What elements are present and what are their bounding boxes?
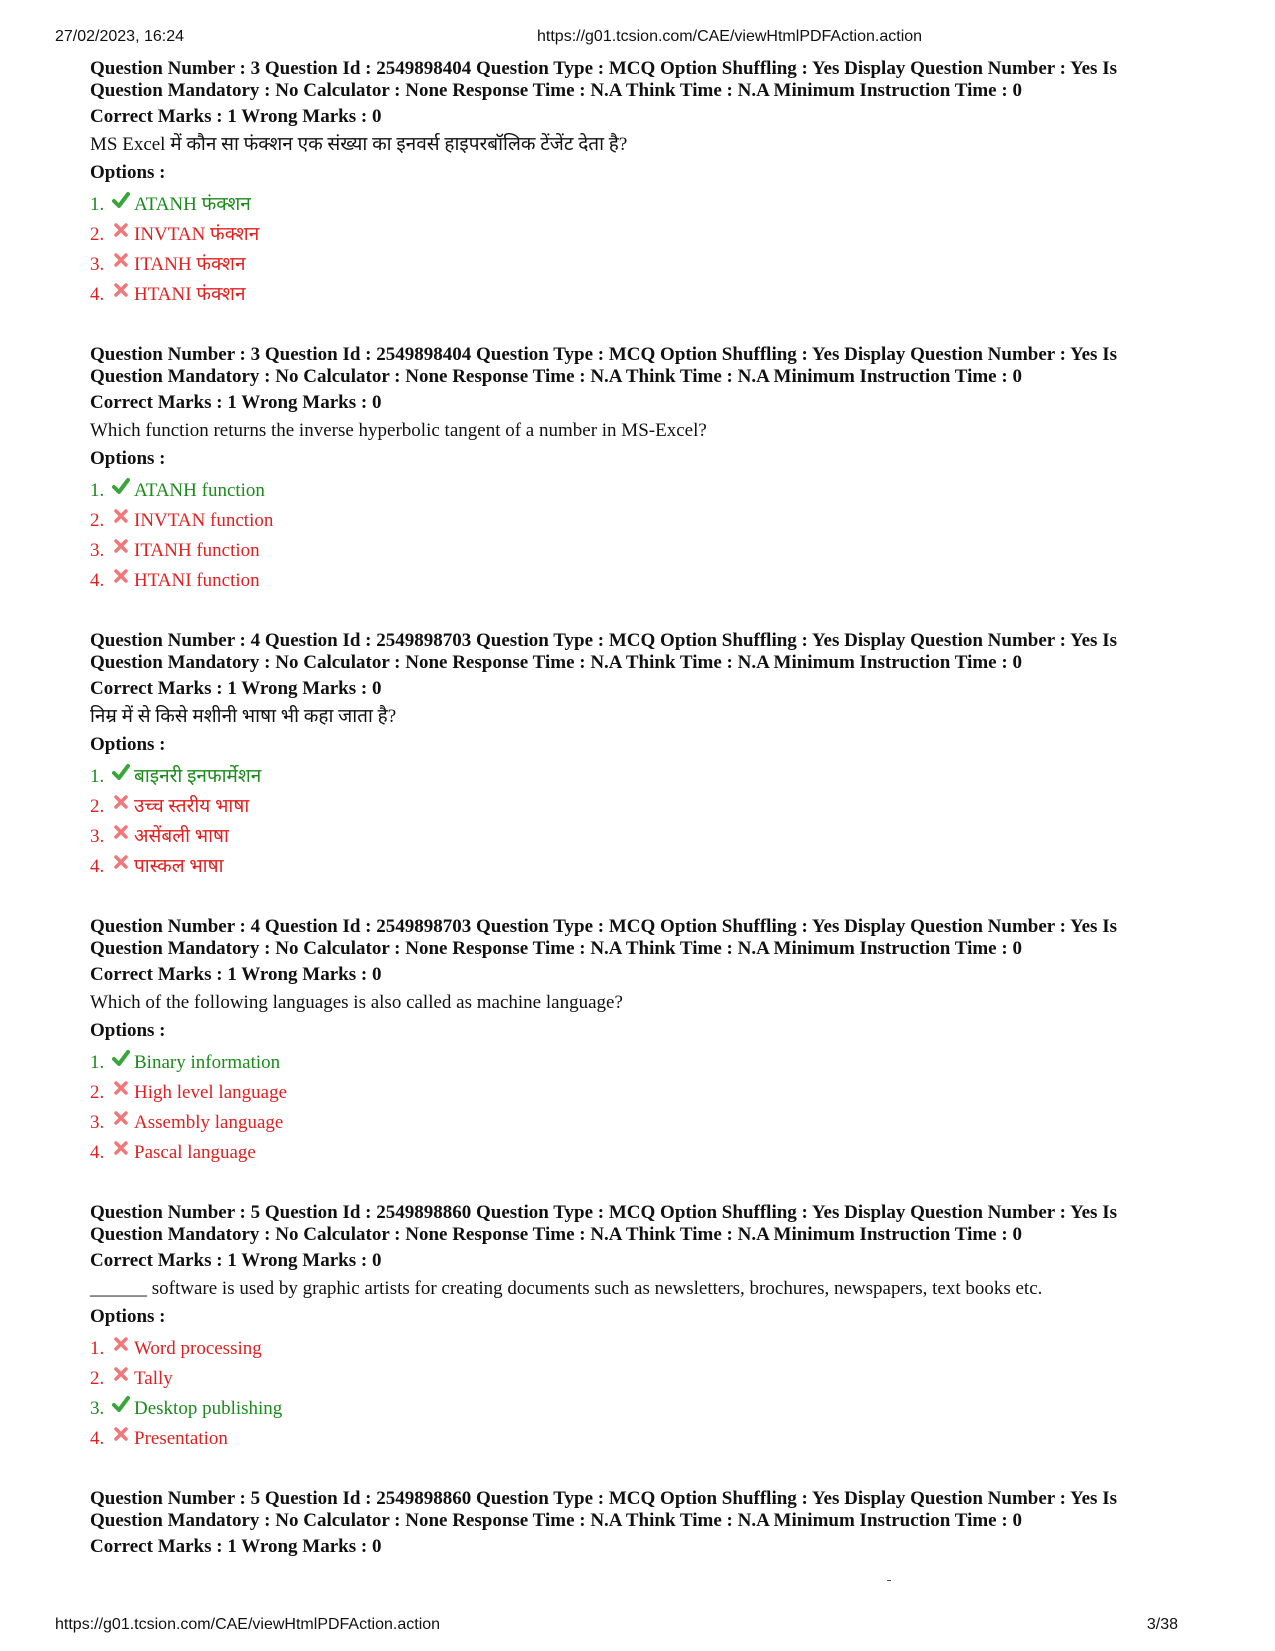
- option-text: ATANH फंक्शन: [134, 194, 251, 215]
- option-text: Binary information: [134, 1052, 281, 1073]
- question-block: [90, 630, 1200, 882]
- option-text: उच्च स्तरीय भाषा: [134, 796, 250, 817]
- option-number: 4.: [90, 284, 105, 305]
- question-meta-line-2: Question Mandatory : No Calculator : None Response Time : N.A Think Time : N.A Minimum Instruction Time : 0: [90, 1510, 1022, 1531]
- question-block: [90, 916, 1200, 1168]
- option-item: [90, 190, 1200, 220]
- question-marks: Correct Marks : 1 Wrong Marks : 0: [90, 964, 382, 985]
- question-text: ______ software is used by graphic artists for creating documents such as newsletters, brochures, newspapers, text books etc.: [90, 1278, 1043, 1299]
- option-text: असेंबली भाषा: [134, 826, 229, 847]
- option-text: HTANI function: [134, 570, 260, 591]
- cross-icon: [112, 1109, 130, 1127]
- cross-icon: [112, 1365, 130, 1383]
- option-item: [90, 1048, 1200, 1078]
- question-meta-line-2: Question Mandatory : No Calculator : None Response Time : N.A Think Time : N.A Minimum Instruction Time : 0: [90, 80, 1022, 101]
- question-marks: Correct Marks : 1 Wrong Marks : 0: [90, 392, 382, 413]
- question-meta-line-1: Question Number : 3 Question Id : 2549898404 Question Type : MCQ Option Shuffling : Yes Display Question Number : Yes Is: [90, 58, 1117, 79]
- option-number: 2.: [90, 224, 105, 245]
- option-text: Presentation: [134, 1428, 228, 1449]
- option-text: HTANI फंक्शन: [134, 284, 246, 305]
- option-text: Tally: [134, 1368, 173, 1389]
- cross-icon: [112, 1079, 130, 1097]
- question-text: Which function returns the inverse hyperbolic tangent of a number in MS-Excel?: [90, 420, 707, 441]
- cross-icon: [112, 507, 130, 525]
- option-number: 3.: [90, 1398, 105, 1419]
- check-icon: [112, 1049, 130, 1067]
- page-number: 3/38: [1146, 1616, 1178, 1633]
- option-item: [90, 1078, 1200, 1108]
- option-item: [90, 1394, 1200, 1424]
- option-text: ITANH फंक्शन: [134, 254, 246, 275]
- options-list: [90, 476, 1200, 596]
- question-text: MS Excel में कौन सा फंक्शन एक संख्या का इनवर्स हाइपरबॉलिक टेंजेंट देता है?: [90, 134, 628, 155]
- question-marks: Correct Marks : 1 Wrong Marks : 0: [90, 678, 382, 699]
- option-item: [90, 220, 1200, 250]
- option-text: Word processing: [134, 1338, 262, 1359]
- cross-icon: [112, 853, 130, 871]
- option-item: [90, 506, 1200, 536]
- option-number: 4.: [90, 856, 105, 877]
- question-block: [90, 344, 1200, 596]
- cross-icon: [112, 251, 130, 269]
- question-meta-line-1: Question Number : 4 Question Id : 2549898703 Question Type : MCQ Option Shuffling : Yes Display Question Number : Yes Is: [90, 916, 1117, 937]
- page-mark: [887, 1580, 891, 1581]
- option-number: 2.: [90, 510, 105, 531]
- option-number: 4.: [90, 1142, 105, 1163]
- options-label: Options :: [90, 162, 166, 183]
- option-number: 3.: [90, 1112, 105, 1133]
- check-icon: [112, 477, 130, 495]
- options-label: Options :: [90, 448, 166, 469]
- options-list: [90, 762, 1200, 882]
- option-item: [90, 792, 1200, 822]
- option-item: [90, 280, 1200, 310]
- option-number: 3.: [90, 254, 105, 275]
- footer-url: https://g01.tcsion.com/CAE/viewHtmlPDFAction.action: [55, 1616, 441, 1633]
- option-number: 2.: [90, 1082, 105, 1103]
- question-text: निम्र में से किसे मशीनी भाषा भी कहा जाता है?: [90, 706, 397, 727]
- question-marks: Correct Marks : 1 Wrong Marks : 0: [90, 1250, 382, 1271]
- question-text: Which of the following languages is also called as machine language?: [90, 992, 623, 1013]
- question-block: [90, 1202, 1200, 1454]
- question-meta-line-2: Question Mandatory : No Calculator : None Response Time : N.A Think Time : N.A Minimum Instruction Time : 0: [90, 938, 1022, 959]
- question-meta-line-1: Question Number : 3 Question Id : 2549898404 Question Type : MCQ Option Shuffling : Yes Display Question Number : Yes Is: [90, 344, 1117, 365]
- options-list: [90, 1048, 1200, 1168]
- question-meta-line-1: Question Number : 4 Question Id : 2549898703 Question Type : MCQ Option Shuffling : Yes Display Question Number : Yes Is: [90, 630, 1117, 651]
- option-item: [90, 852, 1200, 882]
- print-datetime: 27/02/2023, 16:24: [55, 28, 185, 45]
- option-number: 1.: [90, 1052, 105, 1073]
- options-list: [90, 1334, 1200, 1454]
- cross-icon: [112, 823, 130, 841]
- option-number: 2.: [90, 1368, 105, 1389]
- option-number: 2.: [90, 796, 105, 817]
- option-text: INVTAN function: [134, 510, 274, 531]
- option-item: [90, 476, 1200, 506]
- question-marks: Correct Marks : 1 Wrong Marks : 0: [90, 1536, 382, 1557]
- check-icon: [112, 763, 130, 781]
- cross-icon: [112, 567, 130, 585]
- option-text: ITANH function: [134, 540, 260, 561]
- question-block: [90, 1488, 1200, 1558]
- question-block: [90, 58, 1200, 310]
- question-meta-line-2: Question Mandatory : No Calculator : None Response Time : N.A Think Time : N.A Minimum Instruction Time : 0: [90, 1224, 1022, 1245]
- option-text: Desktop publishing: [134, 1398, 283, 1419]
- option-item: [90, 536, 1200, 566]
- question-list: [90, 58, 1200, 1592]
- check-icon: [112, 191, 130, 209]
- cross-icon: [112, 1425, 130, 1443]
- question-meta-line-1: Question Number : 5 Question Id : 2549898860 Question Type : MCQ Option Shuffling : Yes Display Question Number : Yes Is: [90, 1488, 1117, 1509]
- cross-icon: [112, 1335, 130, 1353]
- option-text: पास्कल भाषा: [134, 856, 224, 877]
- options-label: Options :: [90, 734, 166, 755]
- option-number: 1.: [90, 766, 105, 787]
- option-item: [90, 566, 1200, 596]
- option-item: [90, 1424, 1200, 1454]
- option-item: [90, 1364, 1200, 1394]
- option-number: 3.: [90, 826, 105, 847]
- option-text: High level language: [134, 1082, 288, 1103]
- option-item: [90, 1334, 1200, 1364]
- options-label: Options :: [90, 1306, 166, 1327]
- cross-icon: [112, 537, 130, 555]
- option-item: [90, 250, 1200, 280]
- option-number: 3.: [90, 540, 105, 561]
- option-number: 1.: [90, 480, 105, 501]
- options-label: Options :: [90, 1020, 166, 1041]
- option-item: [90, 1108, 1200, 1138]
- option-text: Assembly language: [134, 1112, 284, 1133]
- option-number: 4.: [90, 1428, 105, 1449]
- option-text: ATANH function: [134, 480, 265, 501]
- cross-icon: [112, 221, 130, 239]
- check-icon: [112, 1395, 130, 1413]
- question-meta-line-2: Question Mandatory : No Calculator : None Response Time : N.A Think Time : N.A Minimum Instruction Time : 0: [90, 652, 1022, 673]
- option-item: [90, 762, 1200, 792]
- option-number: 4.: [90, 570, 105, 591]
- option-text: Pascal language: [134, 1142, 256, 1163]
- question-meta-line-2: Question Mandatory : No Calculator : None Response Time : N.A Think Time : N.A Minimum Instruction Time : 0: [90, 366, 1022, 387]
- option-text: INVTAN फंक्शन: [134, 224, 260, 245]
- option-number: 1.: [90, 1338, 105, 1359]
- cross-icon: [112, 793, 130, 811]
- option-item: [90, 1138, 1200, 1168]
- cross-icon: [112, 1139, 130, 1157]
- option-text: बाइनरी इनफार्मेशन: [134, 766, 262, 787]
- cross-icon: [112, 281, 130, 299]
- options-list: [90, 190, 1200, 310]
- question-marks: Correct Marks : 1 Wrong Marks : 0: [90, 106, 382, 127]
- option-item: [90, 822, 1200, 852]
- option-number: 1.: [90, 194, 105, 215]
- question-meta-line-1: Question Number : 5 Question Id : 2549898860 Question Type : MCQ Option Shuffling : Yes Display Question Number : Yes Is: [90, 1202, 1117, 1223]
- print-url: https://g01.tcsion.com/CAE/viewHtmlPDFAction.action: [537, 28, 923, 45]
